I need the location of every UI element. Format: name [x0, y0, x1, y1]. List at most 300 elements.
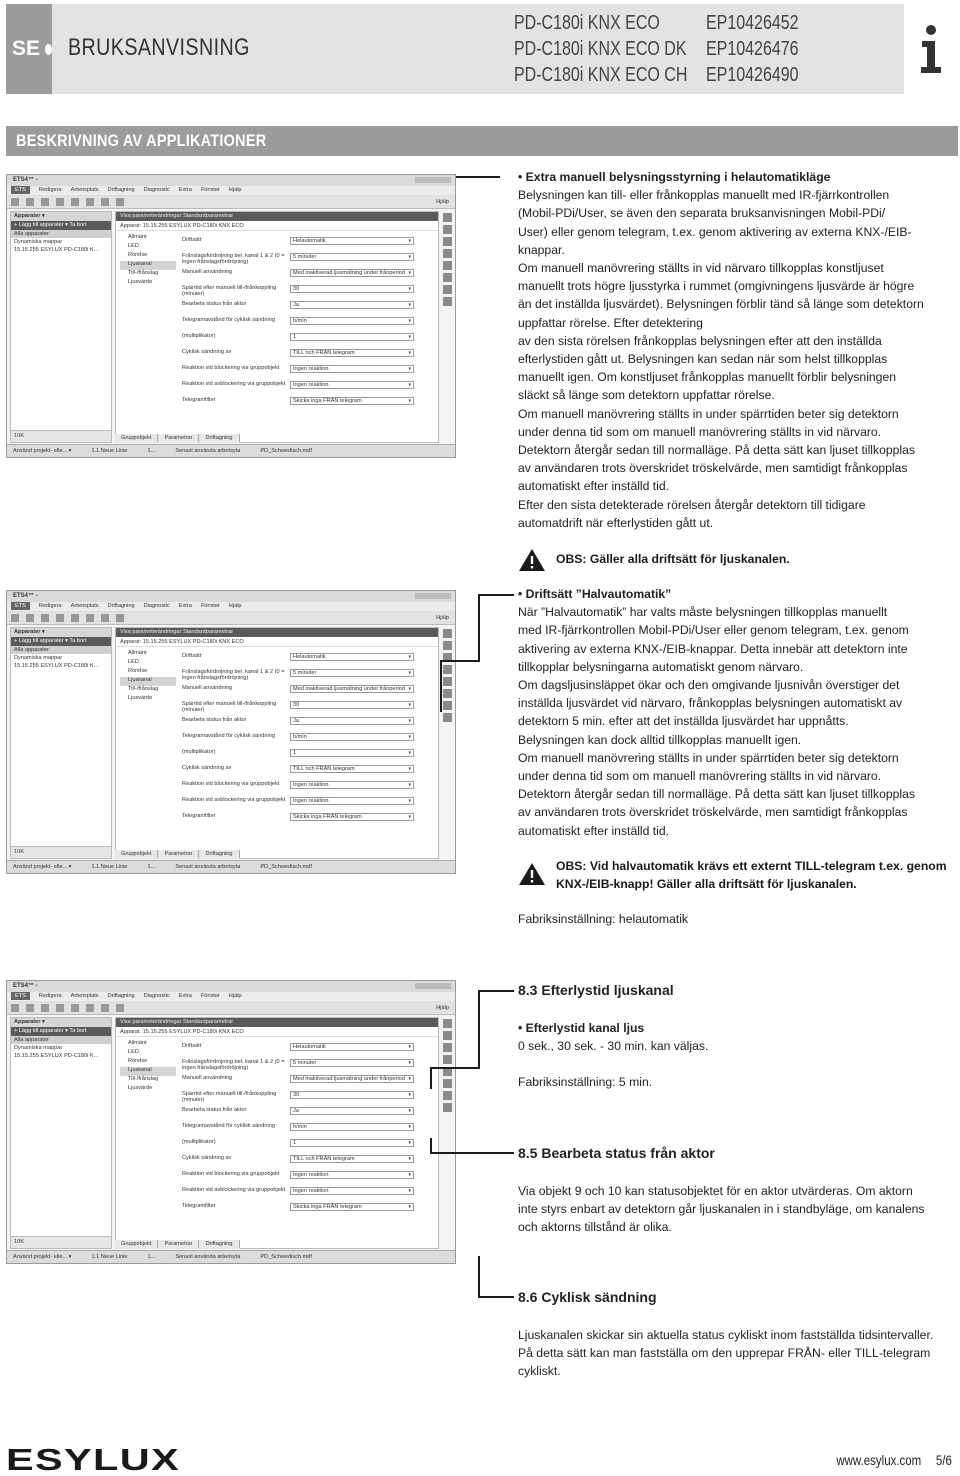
parameter-row: [178, 330, 436, 346]
side-tool-icon[interactable]: [443, 1043, 452, 1052]
menu-item[interactable]: Driftagning: [107, 993, 135, 999]
toolbar-icon[interactable]: [86, 198, 94, 206]
tab[interactable]: Driftagning: [199, 1240, 239, 1248]
text-line: inställda ljusvärdet vid närvaro, frånkopplas belysningen automatiskt av: [518, 696, 903, 711]
parameter-tree: [120, 234, 176, 288]
parameter-label: Bearbeta status från aktor: [182, 717, 247, 723]
section-8-3-title: 8.3 Efterlystid ljuskanal: [518, 982, 674, 998]
parameter-row: [178, 346, 436, 362]
menu-item[interactable]: ETS: [11, 186, 30, 194]
parameter-tree-item[interactable]: Allmänt: [128, 234, 147, 240]
side-tool-icon[interactable]: [443, 249, 452, 258]
section-8-5-body: [518, 1182, 958, 1237]
panel-title: Apparater ▾: [11, 1018, 111, 1027]
parameter-select[interactable]: 1 ▾: [290, 333, 414, 341]
tab[interactable]: Parametrar: [158, 434, 199, 442]
status-item: Använd projekt- elle... ▾: [13, 1254, 72, 1260]
text-line: Via objekt 9 och 10 kan statusobjektet för en aktor utvärderas. Om aktorn: [518, 1184, 913, 1198]
text-line: släckt så länge som detektorn uppfattar rörelse.: [518, 388, 775, 403]
side-tool-icon[interactable]: [443, 225, 452, 234]
section-8-3-body: [518, 1019, 958, 1092]
parameter-select[interactable]: h/min ▾: [290, 733, 414, 741]
esylux-logo: [6, 1444, 186, 1476]
parameter-list: [178, 650, 436, 826]
model-name: PD-C180i KNX ECO: [514, 12, 660, 34]
connector-line: [478, 990, 514, 992]
factory-setting: Fabriksinställning: 5 min.: [518, 1075, 653, 1090]
toolbar-icon[interactable]: [56, 614, 64, 622]
parameter-select[interactable]: 30 ▾: [290, 1091, 414, 1099]
parameter-tree-item[interactable]: Ljuskanal: [120, 261, 176, 270]
parameter-row: [178, 314, 436, 330]
text-line: Belysningen kan till- eller frånkopplas manuellt med IR-fjärrkontrollen: [518, 188, 890, 203]
toolbar-icon[interactable]: [26, 1004, 34, 1012]
status-bar: [7, 444, 455, 457]
toolbar-icon[interactable]: [26, 614, 34, 622]
connector-line: [430, 1067, 480, 1069]
parameter-tree-item[interactable]: LED: [128, 243, 139, 249]
status-item: 1.1 Neue Linie: [91, 864, 128, 870]
connector-line: [430, 1152, 514, 1154]
parameter-label: Reaktion vid avblockering via gruppobjekt: [182, 797, 286, 803]
status-item: PD_Schwedisch.mdf: [260, 448, 312, 454]
text-line: uppfattar rörelse. Efter detektering: [518, 315, 703, 330]
help-button[interactable]: Hjälp: [436, 199, 449, 205]
parameter-label: Manuell användning: [182, 685, 233, 691]
parameter-select[interactable]: Ingen reaktion ▾: [290, 1187, 414, 1195]
menu-item[interactable]: Hjälp: [228, 603, 242, 609]
menu-item[interactable]: Fönster: [200, 993, 220, 999]
parameter-label: Reaktion vid blockering via gruppobjekt: [182, 781, 280, 787]
parameter-select[interactable]: TILL och FRÅN telegram ▾: [290, 765, 414, 773]
devices-panel: [10, 627, 112, 859]
side-tool-icon[interactable]: [443, 1103, 452, 1112]
parameter-tree-item[interactable]: Ljusvärde: [128, 279, 153, 285]
text-line: under denna tid som om manuell manövrering ställts in vid närvaro.: [518, 424, 882, 439]
parameter-select[interactable]: Ja ▾: [290, 1107, 414, 1115]
toolbar: [7, 1001, 455, 1015]
article-code: EP10426490: [706, 64, 799, 86]
side-tool-icon[interactable]: [443, 261, 452, 270]
parameter-label: Cyklisk sändning av: [182, 765, 232, 771]
parameter-row: [178, 378, 436, 394]
parameter-label: (multiplikator): [182, 333, 216, 339]
parameter-row: [178, 1120, 436, 1136]
language-dot: [45, 44, 52, 55]
parameter-label: Telegramavstånd för cyklisk sändning: [182, 1123, 275, 1129]
parameter-row: [178, 1056, 436, 1072]
text-line: (Mobil-PDi/User, se även den separata bruksanvisningen Mobil-PDi/: [518, 206, 886, 221]
section-8-5-title: 8.5 Bearbeta status från aktor: [518, 1145, 715, 1161]
parameter-row: [178, 1168, 436, 1184]
menu-item[interactable]: Arbetsplats: [70, 993, 99, 999]
tab[interactable]: Gruppobjekt: [115, 1240, 158, 1248]
toolbar-icon[interactable]: [11, 614, 19, 622]
menu-item[interactable]: Diagnostic: [143, 993, 170, 999]
ets-screenshot: [6, 980, 456, 1264]
text-line: och aktorns tillstånd är olika.: [518, 1220, 672, 1235]
menu-item[interactable]: Redigera: [38, 187, 62, 193]
parameter-label: Reaktion vid blockering via gruppobjekt: [182, 365, 280, 371]
toolbar-icon[interactable]: [101, 1004, 109, 1012]
toolbar-icon[interactable]: [41, 198, 49, 206]
parameter-tree-item[interactable]: Ljusvärde: [128, 1085, 153, 1091]
parameter-select[interactable]: 1 ▾: [290, 749, 414, 757]
device-tree-item[interactable]: Dynamiska mappar: [14, 655, 63, 661]
parameter-panel: [115, 627, 439, 859]
menu-item[interactable]: Fönster: [200, 187, 220, 193]
tab[interactable]: Gruppobjekt: [115, 850, 158, 858]
parameter-row: [178, 810, 436, 826]
parameter-label: Spärrtid efter manuell till-/frånkoppling (minuter): [182, 1091, 277, 1103]
menu-item[interactable]: Diagnostic: [143, 187, 170, 193]
parameter-tree-item[interactable]: Till-/frånslag: [128, 270, 159, 276]
ets-screenshot: [6, 590, 456, 874]
manual-lighting-section: [518, 168, 958, 532]
toolbar-icon[interactable]: [26, 198, 34, 206]
toolbar-icon[interactable]: [116, 198, 124, 206]
parameter-tree-item[interactable]: LED: [128, 1049, 139, 1055]
device-tree-item[interactable]: Dynamiska mappar: [14, 239, 63, 245]
parameter-label: Reaktion vid avblockering via gruppobjekt: [182, 381, 286, 387]
text-line: Detektorn återgår sedan till normalläge. På detta sätt kan ljuset tillkopplas: [518, 443, 915, 458]
parameter-select[interactable]: Helautomatik ▾: [290, 653, 414, 661]
panel-title: Apparater ▾: [11, 628, 111, 637]
menu-item[interactable]: Driftagning: [107, 187, 135, 193]
side-tool-icon[interactable]: [443, 1091, 452, 1100]
parameter-label: Telegramfilter: [182, 1203, 216, 1209]
connector-line: [478, 1296, 514, 1298]
connector-line: [478, 594, 514, 596]
help-button[interactable]: Hjälp: [436, 615, 449, 621]
tab[interactable]: Parametrar: [158, 850, 199, 858]
parameter-label: Telegramavstånd för cyklisk sändning: [182, 317, 275, 323]
tab[interactable]: Parametrar: [158, 1240, 199, 1248]
parameter-row: [178, 1040, 436, 1056]
menu-item[interactable]: Driftagning: [107, 603, 135, 609]
text-line: automatiskt efter inställd tid.: [518, 823, 670, 838]
parameter-select[interactable]: TILL och FRÅN telegram ▾: [290, 349, 414, 357]
model-list: [514, 12, 731, 90]
status-item: Senast använda arbetsyta: [175, 448, 241, 454]
menu-item[interactable]: Hjälp: [228, 187, 242, 193]
parameter-tree-item[interactable]: Allmänt: [128, 1040, 147, 1046]
menu-item[interactable]: Arbetsplats: [70, 187, 99, 193]
side-tool-icon[interactable]: [443, 273, 452, 282]
parameter-select[interactable]: Ingen reaktion ▾: [290, 781, 414, 789]
menu-item[interactable]: ETS: [11, 992, 30, 1000]
page-number: 5/6: [936, 1452, 952, 1468]
text-line: aktivering av externa KNX-/EIB-knappar. Detta innebär att detektorn inte: [518, 641, 908, 656]
parameter-select[interactable]: Helautomatik ▾: [290, 1043, 414, 1051]
side-tool-icon[interactable]: [443, 713, 452, 722]
parameter-row: [178, 1184, 436, 1200]
parameter-tree: [120, 650, 176, 704]
footer-info: [837, 1452, 952, 1468]
side-tool-icon[interactable]: [443, 237, 452, 246]
parameter-toolbar: Visa parameterändringar Standardparametrar: [116, 628, 438, 637]
svg-text:ESYLUX: ESYLUX: [6, 1444, 180, 1474]
window-titlebar: [7, 175, 455, 186]
connector-line: [456, 176, 500, 178]
toolbar-icon[interactable]: [41, 614, 49, 622]
device-tree-item[interactable]: 15.15.255 ESYLUX PD-C180i K...: [14, 663, 99, 669]
panel-actions[interactable]: + Lägg till apparater ▾ Ta bort: [11, 637, 111, 646]
side-tool-icon[interactable]: [443, 1079, 452, 1088]
toolbar-icon[interactable]: [86, 614, 94, 622]
text-line: Efter den sista detekterade rörelsen återgår detektorn till tidigare: [518, 497, 866, 512]
status-item: Senast använda arbetsyta: [175, 864, 241, 870]
text-line: efterlystiden gått ut. Belysningen kan sedan när som helst tillkopplas: [518, 352, 888, 367]
window-title: ETS4™ -: [13, 177, 38, 183]
parameter-label: Manuell användning: [182, 1075, 233, 1081]
warning-note: [518, 856, 947, 893]
toolbar-icon[interactable]: [71, 614, 79, 622]
menu-bar: [7, 992, 455, 1001]
parameter-tree: [120, 1040, 176, 1094]
side-tool-icon[interactable]: [443, 297, 452, 306]
device-tree-item[interactable]: Alla apparater: [11, 230, 111, 238]
text-line: Om dagsljusinsläppet ökar och den omgivande ljusnivån överstiger det: [518, 678, 900, 693]
parameter-label: Driftsätt: [182, 653, 202, 659]
menu-item[interactable]: Redigera: [38, 603, 62, 609]
connector-line: [440, 660, 442, 712]
parameter-select[interactable]: Ingen reaktion ▾: [290, 365, 414, 373]
menu-item[interactable]: Diagnostic: [143, 603, 170, 609]
parameter-tree-item[interactable]: Till-/frånslag: [128, 686, 159, 692]
model-name: PD-C180i KNX ECO CH: [514, 64, 688, 86]
parameter-select[interactable]: 5 minuter ▾: [290, 253, 414, 261]
panel-footer: 10K: [11, 430, 111, 442]
text-line: Om manuell manövrering ställts in vid närvaro tillkopplas konstljuset: [518, 261, 884, 276]
status-bar: [7, 1250, 455, 1263]
parameter-row: [178, 282, 436, 298]
parameter-tree-item[interactable]: Ljuskanal: [120, 1067, 176, 1076]
side-tool-icon[interactable]: [443, 1055, 452, 1064]
window-controls[interactable]: [415, 983, 451, 989]
warning-icon: [518, 862, 546, 886]
device-title: Apparat: 15.15.255 ESYLUX PD-C180i KNX ECO: [116, 221, 438, 231]
toolbar: [7, 611, 455, 625]
help-button[interactable]: Hjälp: [436, 1005, 449, 1011]
info-icon: [904, 4, 958, 94]
text-line: User) eller genom telegram, t.ex. genom aktivering av externa KNX-/EIB-: [518, 224, 912, 239]
toolbar-icon[interactable]: [71, 198, 79, 206]
side-tool-icon[interactable]: [443, 1031, 452, 1040]
parameter-select[interactable]: 30 ▾: [290, 285, 414, 293]
parameter-row: [178, 666, 436, 682]
warning-icon: [518, 548, 546, 572]
side-tool-icon[interactable]: [443, 1019, 452, 1028]
device-tree-item[interactable]: 15.15.255 ESYLUX PD-C180i K...: [14, 1053, 99, 1059]
side-tool-icon[interactable]: [443, 285, 452, 294]
toolbar-icon[interactable]: [101, 198, 109, 206]
parameter-label: Telegramfilter: [182, 397, 216, 403]
parameter-select[interactable]: Med inaktiverad ljusmätning under frånperiod ▾: [290, 1075, 414, 1083]
toolbar-icon[interactable]: [71, 1004, 79, 1012]
connector-line: [430, 1067, 432, 1089]
text-line: manuellt trots högre ljusstyrka i rummet (omgivningens ljusvärde är högre: [518, 279, 915, 294]
toolbar-icon[interactable]: [86, 1004, 94, 1012]
side-tool-icon[interactable]: [443, 701, 452, 710]
text-line: under denna tid som om manuell manövrering ställts in vid närvaro.: [518, 769, 882, 784]
section-8-6-body: [518, 1326, 958, 1381]
parameter-row: [178, 266, 436, 282]
side-tool-icon[interactable]: [443, 629, 452, 638]
parameter-select[interactable]: 1 ▾: [290, 1139, 414, 1147]
text-line: tillkopplar belysningarna automatiskt genom närvaro.: [518, 659, 804, 674]
text-line: automatdrift när efterlystiden gått ut.: [518, 515, 714, 530]
parameter-select[interactable]: Skicka inga FRÅN telegram ▾: [290, 813, 414, 821]
toolbar-icon[interactable]: [11, 198, 19, 206]
text-line: knappar.: [518, 242, 565, 257]
menu-item[interactable]: Fönster: [200, 603, 220, 609]
toolbar: [7, 195, 455, 209]
text-line: av användaren trots överskridet tröskelvärde, men samtidigt frånkopplas: [518, 805, 908, 820]
parameter-select[interactable]: Skicka inga FRÅN telegram ▾: [290, 1203, 414, 1211]
toolbar-icon[interactable]: [101, 614, 109, 622]
side-tool-icon[interactable]: [443, 689, 452, 698]
tab[interactable]: Driftagning: [199, 434, 239, 442]
section-8-6-title: 8.6 Cyklisk sändning: [518, 1289, 657, 1305]
menu-bar: [7, 602, 455, 611]
parameter-tree-item[interactable]: Ljusvärde: [128, 695, 153, 701]
tab[interactable]: Driftagning: [199, 850, 239, 858]
text-line: detektorn 5 min. efter att det inställda ljusvärdet har uppnåtts.: [518, 714, 849, 729]
text-line: Om manuell manövrering ställts in under spärrtiden beter sig detektorn: [518, 750, 899, 765]
panel-actions[interactable]: + Lägg till apparater ▾ Ta bort: [11, 1027, 111, 1036]
semi-automatic-section: [518, 585, 958, 840]
parameter-select[interactable]: 5 minuter ▾: [290, 1059, 414, 1067]
parameter-label: Frånslagsfördröjning bel. kanal 1 & 2 (0 = ingen frånslagsfördröjning): [182, 1059, 285, 1071]
parameter-label: Spärrtid efter manuell till-/frånkoppling (minuter): [182, 701, 277, 713]
warning-text: OBS: Gäller alla driftsätt för ljuskanalen.: [556, 552, 790, 566]
side-tool-icon[interactable]: [443, 641, 452, 650]
toolbar-icon[interactable]: [56, 1004, 64, 1012]
text-line: Detektorn återgår sedan till normalläge. På detta sätt kan ljuset tillkopplas: [518, 787, 915, 802]
parameter-row: [178, 394, 436, 410]
status-item: 1...: [147, 448, 156, 454]
parameter-tree-item[interactable]: Rörelse: [128, 252, 148, 258]
connector-line: [478, 990, 480, 1069]
parameter-label: Cyklisk sändning av: [182, 1155, 232, 1161]
window-controls[interactable]: [415, 593, 451, 599]
menu-item[interactable]: Redigera: [38, 993, 62, 999]
parameter-select[interactable]: Skicka inga FRÅN telegram ▾: [290, 397, 414, 405]
article-code-list: [706, 12, 822, 90]
toolbar-icon[interactable]: [56, 198, 64, 206]
status-item: 1.1 Neue Linie: [91, 448, 128, 454]
device-tree-item[interactable]: 15.15.255 ESYLUX PD-C180i K...: [14, 247, 99, 253]
parameter-panel: [115, 1017, 439, 1249]
side-tool-icon[interactable]: [443, 677, 452, 686]
parameter-label: Bearbeta status från aktor: [182, 301, 247, 307]
parameter-label: Manuell användning: [182, 269, 233, 275]
parameter-label: Telegramavstånd för cyklisk sändning: [182, 733, 275, 739]
parameter-tree-item[interactable]: LED: [128, 659, 139, 665]
connector-line: [440, 660, 480, 662]
parameter-tree-item[interactable]: Ljuskanal: [120, 677, 176, 686]
parameter-select[interactable]: h/min ▾: [290, 317, 414, 325]
parameter-select[interactable]: Ingen reaktion ▾: [290, 797, 414, 805]
toolbar-icon[interactable]: [11, 1004, 19, 1012]
warning-text: KNX-/EIB-knapp! Gäller alla driftsätt för ljuskanalen.: [556, 877, 857, 891]
setting-heading: • Efterlystid kanal ljus: [518, 1019, 958, 1037]
parameter-select[interactable]: Ingen reaktion ▾: [290, 381, 414, 389]
text-line: av den sista rörelsen frånkopplas belysningen efter att den inställda: [518, 333, 882, 348]
status-item: Använd projekt- elle... ▾: [13, 448, 72, 454]
menu-item[interactable]: Extra: [178, 187, 192, 193]
document-title: BRUKSANVISNING: [68, 34, 250, 61]
parameter-select[interactable]: 30 ▾: [290, 701, 414, 709]
side-tool-icon[interactable]: [443, 213, 452, 222]
parameter-tree-item[interactable]: Rörelse: [128, 668, 148, 674]
menu-item[interactable]: Extra: [178, 993, 192, 999]
text-line: automatiskt efter inställd tid.: [518, 479, 670, 494]
device-tree-item[interactable]: Alla apparater: [11, 1036, 111, 1044]
window-titlebar: [7, 591, 455, 602]
device-tree-item[interactable]: Alla apparater: [11, 646, 111, 654]
parameter-select[interactable]: Ja ▾: [290, 301, 414, 309]
parameter-tree-item[interactable]: Allmänt: [128, 650, 147, 656]
parameter-tree-item[interactable]: Till-/frånslag: [128, 1076, 159, 1082]
menu-item[interactable]: Extra: [178, 603, 192, 609]
panel-title: Apparater ▾: [11, 212, 111, 221]
status-item: Använd projekt- elle... ▾: [13, 864, 72, 870]
menu-item[interactable]: ETS: [11, 602, 30, 610]
panel-footer: 10K: [11, 1236, 111, 1248]
window-controls[interactable]: [415, 177, 451, 183]
setting-options: 0 sek., 30 sek. - 30 min. kan väljas.: [518, 1039, 709, 1054]
devices-panel: [10, 211, 112, 443]
parameter-select[interactable]: h/min ▾: [290, 1123, 414, 1131]
side-toolbar: [441, 1017, 453, 1249]
window-title: ETS4™ -: [13, 593, 38, 599]
parameter-select[interactable]: Ingen reaktion ▾: [290, 1171, 414, 1179]
parameter-select[interactable]: Ja ▾: [290, 717, 414, 725]
tab[interactable]: Gruppobjekt: [115, 434, 158, 442]
parameter-row: [178, 1088, 436, 1104]
parameter-select[interactable]: Med inaktiverad ljusmätning under frånperiod ▾: [290, 269, 414, 277]
parameter-row: [178, 794, 436, 810]
toolbar-icon[interactable]: [116, 614, 124, 622]
device-tree-item[interactable]: Dynamiska mappar: [14, 1045, 63, 1051]
website-link[interactable]: www.esylux.com: [836, 1452, 922, 1468]
parameter-label: (multiplikator): [182, 749, 216, 755]
section-heading: • Extra manuell belysningsstyrning i helautomatikläge: [518, 168, 958, 186]
parameter-label: Frånslagsfördröjning bel. kanal 1 & 2 (0 = ingen frånslagsfördröjning): [182, 253, 285, 265]
parameter-row: [178, 682, 436, 698]
side-tool-icon[interactable]: [443, 665, 452, 674]
parameter-select[interactable]: 5 minuter ▾: [290, 669, 414, 677]
parameter-select[interactable]: Med inaktiverad ljusmätning under frånperiod ▾: [290, 685, 414, 693]
parameter-tree-item[interactable]: Rörelse: [128, 1058, 148, 1064]
menu-item[interactable]: Hjälp: [228, 993, 242, 999]
parameter-label: Frånslagsfördröjning bel. kanal 1 & 2 (0 = ingen frånslagsfördröjning): [182, 669, 285, 681]
panel-actions[interactable]: + Lägg till apparater ▾ Ta bort: [11, 221, 111, 230]
parameter-toolbar: Visa parameterändringar Standardparametrar: [116, 1018, 438, 1027]
toolbar-icon[interactable]: [41, 1004, 49, 1012]
menu-item[interactable]: Arbetsplats: [70, 603, 99, 609]
toolbar-icon[interactable]: [116, 1004, 124, 1012]
parameter-label: Telegramfilter: [182, 813, 216, 819]
parameter-select[interactable]: TILL och FRÅN telegram ▾: [290, 1155, 414, 1163]
page-header: [6, 4, 958, 94]
parameter-select[interactable]: Helautomatik ▾: [290, 237, 414, 245]
parameter-label: Bearbeta status från aktor: [182, 1107, 247, 1113]
parameter-label: Reaktion vid blockering via gruppobjekt: [182, 1171, 280, 1177]
text-line: inte styrs enbart av detektorn går ljuskanalen in i standbyläge, om kanalens: [518, 1202, 925, 1217]
